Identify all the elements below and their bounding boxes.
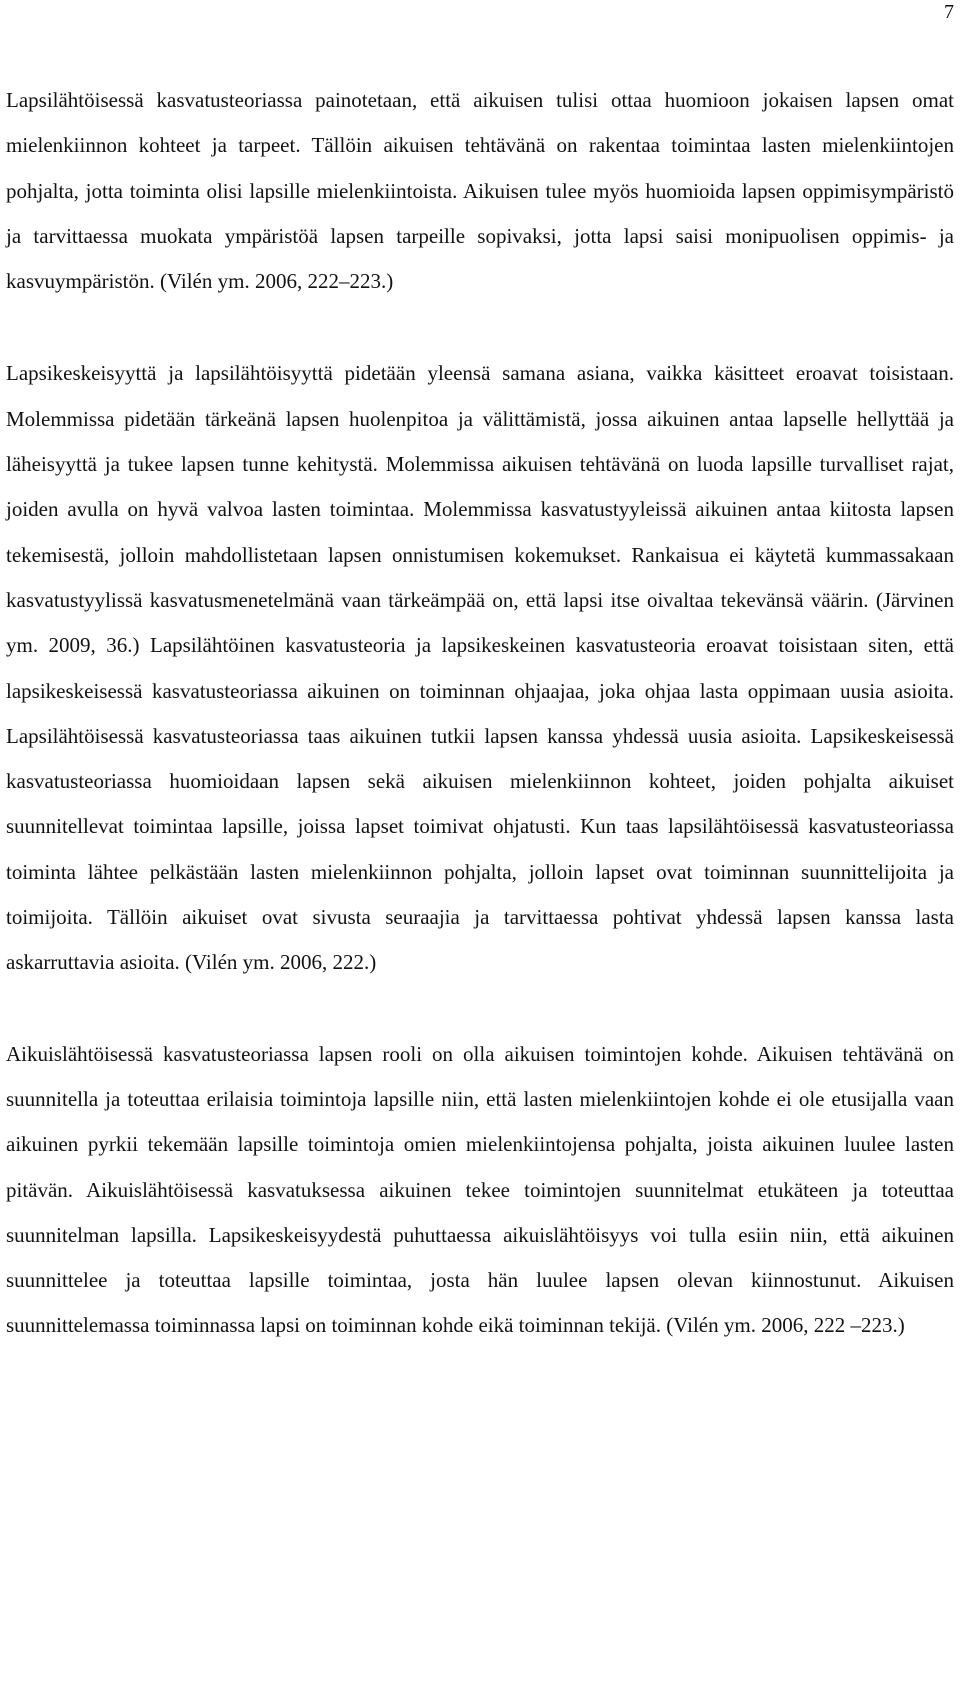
paragraph-adult-initiated: Aikuislähtöisessä kasvatusteoriassa lapsen rooli on olla aikuisen toimintojen kohde. Aikuisen tehtävänä on suunnitella ja toteuttaa erilaisia toimintoja lapsille niin, että lasten mielenkiintojen kohde ei ole etusijalla vaan aikuinen pyrkii tekemään lapsille toimintoja omien mielenkiintojensa pohjalta, joista aikuinen luulee lasten pitävän. Aikuislähtöisessä kasvatuksessa aikuinen tekee toimintojen suunnitelmat etukäteen ja toteuttaa suunnitelman lapsilla. Lapsikeskeisyydestä puhuttaessa aikuislähtöisyys voi tulla esiin niin, että aikuinen suunnittelee ja toteuttaa lapsille toimintaa, josta hän luulee lapsen olevan kiinnostunut. Aikuisen suunnittelemassa toiminnassa lapsi on toiminnan kohde eikä toiminnan tekijä. (Vilén ym. 2006, 222 –223.) [6, 1041, 954, 1338]
page-number: 7 [944, 1, 954, 23]
document-body [6, 78, 954, 1349]
paragraph-child-initiated: Lapsilähtöisessä kasvatusteoriassa painotetaan, että aikuisen tulisi ottaa huomioon jokaisen lapsen omat mielenkiinnon kohteet ja tarpeet. Tällöin aikuisen tehtävänä on rakentaa toimintaa lasten mielenkiintojen pohjalta, jotta toiminta olisi lapsille mielenkiintoista. Aikuisen tulee myös huomioida lapsen oppimisympäristö ja tarvittaessa muokata ympäristöä lapsen tarpeille sopivaksi, jotta lapsi saisi monipuolisen oppimis- ja kasvuympäristön. (Vilén ym. 2006, 222–223.) [6, 88, 954, 294]
paragraph-child-centered-vs-initiated: Lapsikeskeisyyttä ja lapsilähtöisyyttä pidetään yleensä samana asiana, vaikka käsitteet eroavat toisistaan. Molemmissa pidetään tärkeänä lapsen huolenpitoa ja välittämistä, jossa aikuinen antaa lapselle hellyttää ja läheisyyttä ja tukee lapsen tunne kehitystä. Molemmissa aikuisen tehtävänä on luoda lapsille turvalliset rajat, joiden avulla on hyvä valvoa lasten toimintaa. Molemmissa kasvatustyyleissä aikuinen antaa kiitosta lapsen tekemisestä, jolloin mahdollistetaan lapsen onnistumisen kokemukset. Rankaisua ei käytetä kummassakaan kasvatustyylissä kasvatusmenetelmänä vaan tärkeämpää on, että lapsi itse oivaltaa tekevänsä väärin. (Järvinen ym. 2009, 36.) Lapsilähtöinen kasvatusteoria ja lapsikeskeinen kasvatusteoria eroavat toisistaan siten, että lapsikeskeisessä kasvatusteoriassa aikuinen on toiminnan ohjaajaa, joka ohjaa lasta oppimaan uusia asioita. Lapsilähtöisessä kasvatusteoriassa taas aikuinen tutkii lapsen kanssa yhdessä uusia asioita. Lapsikeskeisessä kasvatusteoriassa huomioidaan lapsen sekä aikuisen mielenkiinnon kohteet, joiden pohjalta aikuiset suunnitellevat toimintaa lapsille, joissa lapset toimivat ohjatusti. Kun taas lapsilähtöisessä kasvatusteoriassa toiminta lähtee pelkästään lasten mielenkiinnon pohjalta, jolloin lapset ovat toiminnan suunnittelijoita ja toimijoita. Tällöin aikuiset ovat sivusta seuraajia ja tarvittaessa pohtivat yhdessä lapsen kanssa lasta askarruttavia asioita. (Vilén ym. 2006, 222.) [6, 361, 954, 975]
